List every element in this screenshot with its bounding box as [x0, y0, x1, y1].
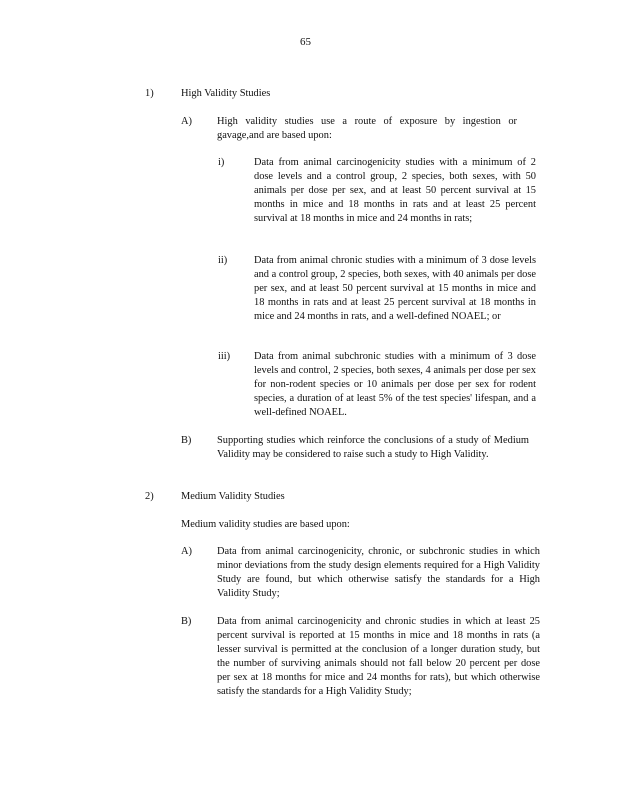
- section-2-b-text: Data from animal carcinogenicity and chronic studies in which at least 25 percent survival is reported at 15 months in mice and 18 months in rats (a lesser survival is permitted at the conclusion of a longer duration study, but the number of surviving animals should not fall below 20 percent per dose per sex at 18 months for mice and 24 months for rats), but which otherwise satisfy the standards for a High Validity Study;: [217, 616, 540, 697]
- section-2-title: Medium Validity Studies: [181, 491, 285, 502]
- section-2-a-label: A): [181, 546, 192, 557]
- item-ii-text: Data from animal chronic studies with a minimum of 3 dose levels and a control group, 2 species, both sexes, with 40 animals per dose per sex, and at least 50 percent survival at 15 months in mice and 18 months in rats and at least 25 percent survival at 18 months in mice and 24 months in rats, and a well-defined NOAEL; or: [254, 255, 536, 322]
- section-2-b-label: B): [181, 616, 192, 627]
- item-ii-label: ii): [218, 255, 228, 266]
- item-iii-label: iii): [218, 351, 231, 362]
- section-1-a-text: High validity studies use a route of exposure by ingestion or gavage,and are based upon:: [217, 116, 517, 141]
- section-2-number: 2): [145, 491, 154, 502]
- item-iii-text: Data from animal subchronic studies with a minimum of 3 dose levels and control, 2 species, both sexes, 4 animals per dose per sex for non-rodent species or 10 animals per dose per sex for rodent species, a duration of at least 5% of the test species' lifespan, and a well-defined NOAEL.: [254, 351, 536, 418]
- section-1-b-text: Supporting studies which reinforce the conclusions of a study of Medium Validity may be considered to raise such a study to High Validity.: [217, 435, 529, 460]
- section-2-a-text: Data from animal carcinogenicity, chronic, or subchronic studies in which minor deviations from the study design elements required for a High Validity Study are found, but which otherwise satisfy the standards for a High Validity Study;: [217, 546, 540, 599]
- section-2-intro: Medium validity studies are based upon:: [181, 519, 350, 530]
- page-number: 65: [300, 36, 311, 48]
- item-i-label: i): [218, 157, 225, 168]
- section-1-b-label: B): [181, 435, 192, 446]
- section-1-title: High Validity Studies: [181, 88, 271, 99]
- section-1-number: 1): [145, 88, 154, 99]
- item-i-text: Data from animal carcinogenicity studies with a minimum of 2 dose levels and a control group, 2 species, both sexes, with 50 animals per dose per sex, and at least 50 percent survival at 15 months in mice and 18 months in rats and at least 25 percent survival at 18 months in mice and 24 months in rats;: [254, 157, 536, 224]
- section-1-a-label: A): [181, 116, 192, 127]
